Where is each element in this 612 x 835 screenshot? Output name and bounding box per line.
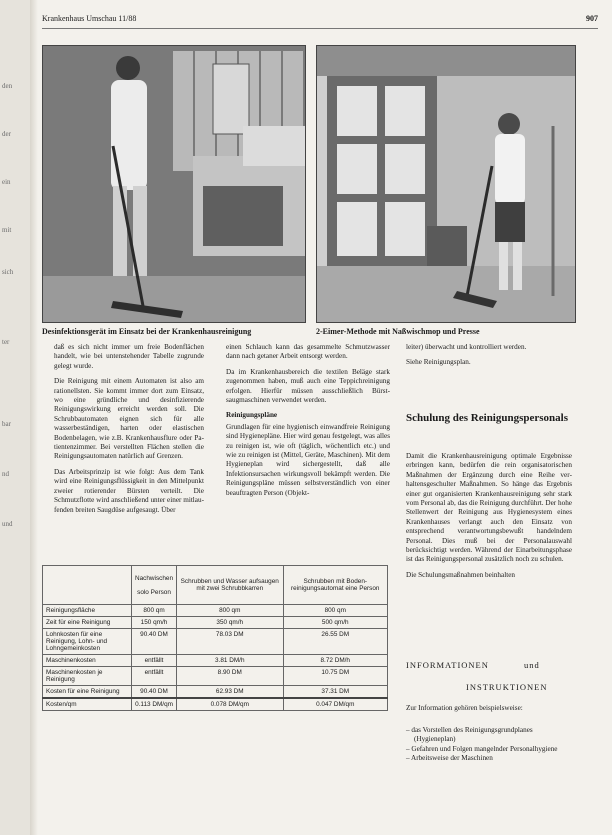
row-label: Maschinenkosten je Reinigung bbox=[43, 667, 132, 686]
table-cell: 0.078 DM/qm bbox=[177, 698, 283, 711]
paragraph: Die Reinigung mit einem Automaten ist also am rationellsten. Sie kommt immer dort zum Einsatz, wo eine gründliche und desinfizierende Reinigungswirkung erreicht werden soll. Die Schrubbautomaten eignen sich für alle wasserbeständigen, harten oder elastischen Bodenbelagen, wie z.B. Krankenhausflure oder Patientenzimmer. Bei verstellten Flächen stellen die Reinigungsautomaten natürlich auf Grenzen. bbox=[54, 377, 204, 461]
text-column-3-body bbox=[406, 452, 572, 586]
table-row bbox=[43, 686, 388, 699]
row-label: Maschinenkosten bbox=[43, 655, 132, 667]
keyword-informationen: INFORMATIONEN bbox=[406, 660, 489, 670]
table-row bbox=[43, 655, 388, 667]
table-cell: 62.93 DM bbox=[177, 686, 283, 699]
paragraph: Die Schulungsmaßnahmen beinhalten bbox=[406, 570, 515, 579]
margin-fragment: ein bbox=[2, 178, 11, 186]
paragraph: einen Schlauch kann das gesammelte Schmutzwasser dann nach getaner Arbeit entsorgt werden. bbox=[226, 343, 390, 361]
table-row bbox=[43, 667, 388, 686]
table-cell: 800 qm bbox=[132, 605, 177, 617]
table-cell: 500 qm/h bbox=[283, 617, 388, 629]
margin-fragment: nd bbox=[2, 470, 9, 478]
margin-fragment: bar bbox=[2, 420, 11, 428]
page-gutter-shadow bbox=[30, 0, 38, 835]
table-cell: 78.03 DM bbox=[177, 629, 283, 655]
table-header: Nachwischen solo Person bbox=[132, 566, 177, 605]
paragraph: Zur Information gehören beispielsweise: bbox=[406, 704, 523, 712]
paragraph: Siehe Reinigungsplan. bbox=[406, 358, 471, 367]
table-cell: 90.40 DM bbox=[132, 686, 177, 699]
table-header bbox=[43, 566, 132, 605]
table-header: Schrubben und Wasser aufsaugen mit zwei Schrubbkarren bbox=[177, 566, 283, 605]
paragraph: Da im Krankenhausbereich die textilen Beläge stark zugenommen haben, muß auch eine Teppichreinigung erfolgen. Hierfür müssen ausschließlich Bürstsaugmaschinen verwendet werden. bbox=[226, 367, 390, 405]
table-cell: 0.113 DM/qm bbox=[132, 698, 177, 711]
margin-fragment: ter bbox=[2, 338, 10, 346]
journal-title: Krankenhaus Umschau 11/88 bbox=[42, 14, 137, 23]
text-column-3 bbox=[406, 343, 572, 374]
paragraph: daß es sich nicht immer um freie Bodenflächen handelt, wie bei untenstehender Tabelle zugrunde gelegt wurde. bbox=[54, 343, 204, 370]
keyword-instruktionen: INSTRUKTIONEN bbox=[466, 682, 548, 692]
list-item: – das Vorstellen des Reinigungsgrundplanes (Hygieneplan) bbox=[414, 726, 572, 745]
table-cell: 800 qm bbox=[177, 605, 283, 617]
margin-fragment: der bbox=[2, 130, 11, 138]
table-cell: 10.75 DM bbox=[283, 667, 388, 686]
list-item: – Gefahren und Folgen mangelnder Personalhygiene bbox=[414, 745, 572, 754]
row-label: Lohnkosten für eine Reinigung, Lohn- und Lohngemeinkosten bbox=[43, 629, 132, 655]
text-column-1 bbox=[54, 343, 204, 521]
table-row bbox=[43, 629, 388, 655]
keyword-und: und bbox=[524, 660, 540, 670]
text-column-2 bbox=[226, 343, 390, 504]
row-label: Zeit für eine Reinigung bbox=[43, 617, 132, 629]
photo-two-bucket-method bbox=[316, 45, 576, 323]
table-row bbox=[43, 605, 388, 617]
table-cell: 800 qm bbox=[283, 605, 388, 617]
cost-comparison-table bbox=[42, 565, 388, 711]
table-cell: 8.72 DM/h bbox=[283, 655, 388, 667]
row-label: Reinigungsfläche bbox=[43, 605, 132, 617]
page-gutter bbox=[0, 0, 30, 835]
margin-fragment: und bbox=[2, 520, 13, 528]
table-cell: 3.81 DM/h bbox=[177, 655, 283, 667]
subheading: Reinigungspläne bbox=[226, 411, 278, 420]
paragraph: Damit die Krankenhausreinigung optimale Ergebnisse erbringen kann, bedürfen die rein organisatorischen Maßnahmen der Ergänzung durch eine Reihe verhaltensgeschulter Maßnahmen. So hänge das Ergebnis einer gut organisierten Krankenhausreinigung sehr stark vom Personal ab, das die Reinigung durchführt. Der hohe Stellenwert der Reinigung aus Hygienesystem eines Krankenhauses verlangt auch den Einsatz von entsprechend verantwortungsbewußt handelndem Personal. Dies muß bei der Personalauswahl berücksichtigt werden. Während der Einarbeitungsphase ist das Reinigungspersonal zusätzlich noch zu schulen. bbox=[406, 452, 572, 564]
table-cell: 37.31 DM bbox=[283, 686, 388, 699]
paragraph: Das Arbeitsprinzip ist wie folgt: Aus dem Tank wird eine Reinigungsflüssigkeit in den Mittelpunkt zweier rotierender Bürsten verteilt. Die Schmutzflotte wird anschließend unter einer mitlaufenden breiten Saugdüse aufgesaugt. Über bbox=[54, 467, 204, 514]
table-cell: 90.40 DM bbox=[132, 629, 177, 655]
table-cell: entfällt bbox=[132, 667, 177, 686]
margin-fragment: mit bbox=[2, 226, 12, 234]
table-row-total bbox=[43, 698, 388, 711]
photo-caption: 2-Eimer-Methode mit Naßwischmop und Presse bbox=[316, 327, 480, 336]
row-label: Kosten für eine Reinigung bbox=[43, 686, 132, 699]
page-number: 907 bbox=[586, 14, 598, 23]
section-heading: Schulung des Reinigungspersonals bbox=[406, 412, 568, 424]
table-header-row bbox=[43, 566, 388, 605]
table-cell: 350 qm/h bbox=[177, 617, 283, 629]
paragraph: Grundlagen für eine hygienisch einwandfreie Reinigung sind Hygienepläne. Hier wird genau festgelegt, was alles zu reinigen ist, wie oft (täglich, wöchentlich etc.) und wie zu reinigen ist (Mittel, Geräte, Maschinen). Mit dem Hygieneplan wird sichergestellt, daß alle Infektionsursachen wirkungsvoll bekämpft werden. Die Reinigungspläne müssen selbstverständlich von einer beauftragten Person (Objekt- bbox=[226, 422, 390, 497]
paragraph: leiter) überwacht und kontrolliert werden. bbox=[406, 343, 527, 351]
table-header: Schrubben mit Bodenreinigungsautomat eine Person bbox=[283, 566, 388, 605]
table-cell: entfällt bbox=[132, 655, 177, 667]
photo-disinfection-device bbox=[42, 45, 306, 323]
photo-caption: Desinfektionsgerät im Einsatz bei der Krankenhausreinigung bbox=[42, 327, 252, 336]
header-rule bbox=[42, 28, 598, 29]
table-cell: 0.047 DM/qm bbox=[283, 698, 388, 711]
table-cell: 26.55 DM bbox=[283, 629, 388, 655]
table-cell: 150 qm/h bbox=[132, 617, 177, 629]
margin-fragment: den bbox=[2, 82, 13, 90]
row-label: Kosten/qm bbox=[43, 698, 132, 711]
information-intro bbox=[406, 704, 572, 719]
running-header bbox=[42, 12, 598, 26]
list-item: – Arbeitsweise der Maschinen bbox=[414, 754, 572, 763]
table-cell: 8.90 DM bbox=[177, 667, 283, 686]
information-list bbox=[406, 726, 572, 764]
table-row bbox=[43, 617, 388, 629]
margin-fragment: sich bbox=[2, 268, 14, 276]
